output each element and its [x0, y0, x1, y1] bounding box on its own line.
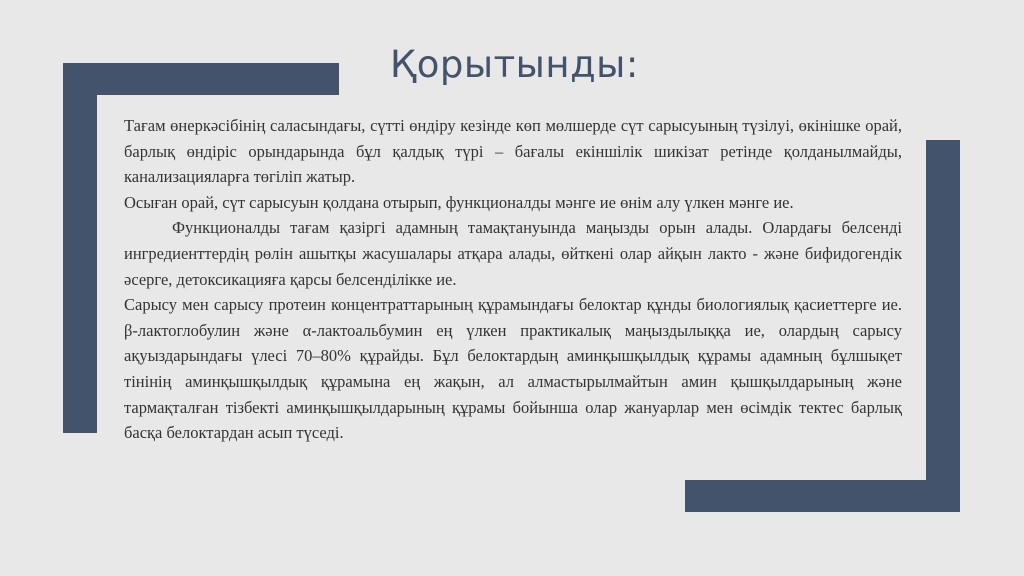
frame-bracket-right-side: [926, 140, 960, 512]
body-text: [124, 113, 902, 446]
slide-title: Қорытынды:: [390, 43, 639, 86]
paragraph-3: Функционалды тағам қазіргі адамның тамақтануында маңызды орын алады. Олардағы белсенді ингредиенттердің рөлін ашытқы жасушалары атқара алады, өйткені олар айқын лакто - және бифидогендік әсерге, детоксикацияға қарсы белсенділікке ие.: [124, 218, 902, 289]
paragraph-2: Осыған орай, сүт сарысуын қолдана отырып, функционалды мәнге ие өнім алу үлкен мәнге ие.: [124, 192, 794, 212]
frame-bracket-right-bottom: [685, 480, 960, 512]
frame-bracket-left-top: [63, 63, 339, 95]
paragraph-1: Тағам өнеркәсібінің саласындағы, сүтті өндіру кезінде көп мөлшерде сүт сарысуының түзілуі, өкінішке орай, барлық өндіріс орындарында бұл қалдық түрі – бағалы екіншілік шикізат ретінде қолданылмайды, канализацияларға төгіліп жатыр.: [124, 116, 902, 187]
frame-bracket-left-side: [63, 63, 97, 433]
paragraph-4: Сарысу мен сарысу протеин концентраттарының құрамындағы белоктар құнды биологиялық қасиеттерге ие. β-лактоглобулин және α-лактоальбумин ең үлкен практикалық маңыздылыққа ие, олардың сарысу ақуыздарындағы үлесі 70–80% құрайды. Бұл белоктардың аминқышқылдық құрамы адамның бұлшықет тінінің аминқышқылдық құрамына ең жақын, ал алмастырылмайтын амин қышқылдарының және тармақталған тізбекті аминқышқылдарының құрамы бойынша олар жануарлар мен өсімдік тектес барлық басқа белоктардан асып түседі.: [124, 295, 902, 443]
